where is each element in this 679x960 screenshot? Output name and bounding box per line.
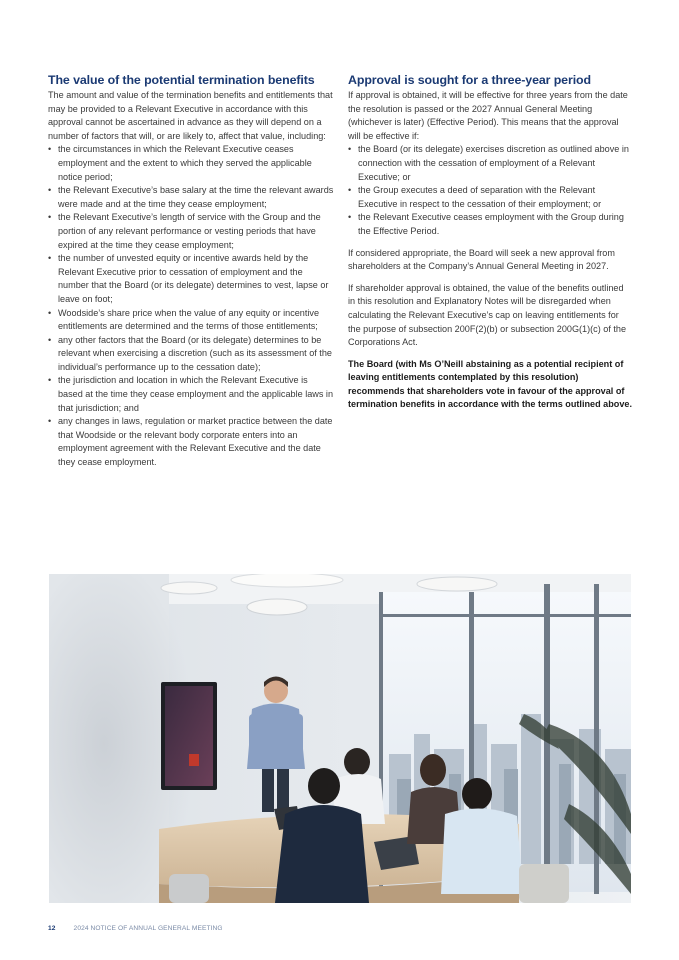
list-item: • the jurisdiction and location in which the Relevant Executive is based at the time they cease employment and the applicable laws in that jurisdiction; and xyxy=(48,374,334,415)
list-item: • the number of unvested equity or incentive awards held by the Relevant Executive prior to cessation of employment and the number that the Board (or its delegate) determines to vest, lapse or leave on foot; xyxy=(48,252,334,306)
list-item: • Woodside’s share price when the value of any equity or incentive entitlements are determined and the terms of those entitlements; xyxy=(48,307,334,334)
effective-conditions-list xyxy=(348,143,632,238)
three-year-intro: If approval is obtained, it will be effective for three years from the date the resolution is passed or the 2027 Annual General Meeting (whichever is later) (Effective Period). This means that the approval will be effective if: xyxy=(348,90,628,141)
left-column xyxy=(48,72,334,478)
meeting-room-photo xyxy=(49,574,631,903)
termination-benefits-heading: The value of the potential termination benefits xyxy=(48,73,315,87)
page-footer xyxy=(48,925,223,932)
document-title: 2024 NOTICE OF ANNUAL GENERAL MEETING xyxy=(73,925,223,932)
termination-factors-list xyxy=(48,143,334,469)
list-item: • the Board (or its delegate) exercises discretion as outlined above in connection with the cessation of employment of a Relevant Executive; or xyxy=(348,143,632,184)
new-approval-paragraph: If considered appropriate, the Board will seek a new approval from shareholders at the Company’s Annual General Meeting in 2027. xyxy=(348,247,615,272)
three-year-period-heading: Approval is sought for a three-year period xyxy=(348,73,591,87)
list-item: • any other factors that the Board (or its delegate) determines to be relevant when exercising a discretion (such as its assessment of the individual’s performance up to the cessation date); xyxy=(48,334,334,375)
list-item: • the Relevant Executive’s base salary at the time the relevant awards were made and at the time they cease employment; xyxy=(48,184,334,211)
list-item: • the circumstances in which the Relevant Executive ceases employment and the extent to which they served the applicable notice period; xyxy=(48,143,334,184)
cap-disregard-paragraph: If shareholder approval is obtained, the value of the benefits outlined in this resolution and Explanatory Notes will be disregarded when calculating the Relevant Executive’s cap on leaving entitlements for the purpose of subsection 200F(2)(b) or subsection 200G(1)(c) of the Corporations Act. xyxy=(348,282,627,348)
list-item: • the Relevant Executive’s length of service with the Group and the portion of any relevant performance or vesting periods that have expired at the time they cease employment; xyxy=(48,211,334,252)
list-item: • the Relevant Executive ceases employment with the Group during the Effective Period. xyxy=(348,211,632,238)
right-column xyxy=(348,72,632,420)
list-item: • the Group executes a deed of separation with the Relevant Executive in respect to the cessation of their employment; or xyxy=(348,184,632,211)
list-item: • any changes in laws, regulation or market practice between the date that Woodside or the relevant body corporate enters into an employment agreement with the Relevant Executive and the date they cease employment. xyxy=(48,415,334,469)
board-recommendation: The Board (with Ms O’Neill abstaining as a potential recipient of leaving entitlements contemplated by this resolution) recommends that shareholders vote in favour of the approval of termination benefits in accordance with the terms outlined above. xyxy=(348,358,632,410)
termination-benefits-intro: The amount and value of the termination benefits and entitlements that may be provided to a Relevant Executive in accordance with this approval cannot be ascertained in advance as they will depend on a number of factors that will, or are likely to, affect that value, including: xyxy=(48,90,333,141)
page-number: 12 xyxy=(48,925,56,932)
